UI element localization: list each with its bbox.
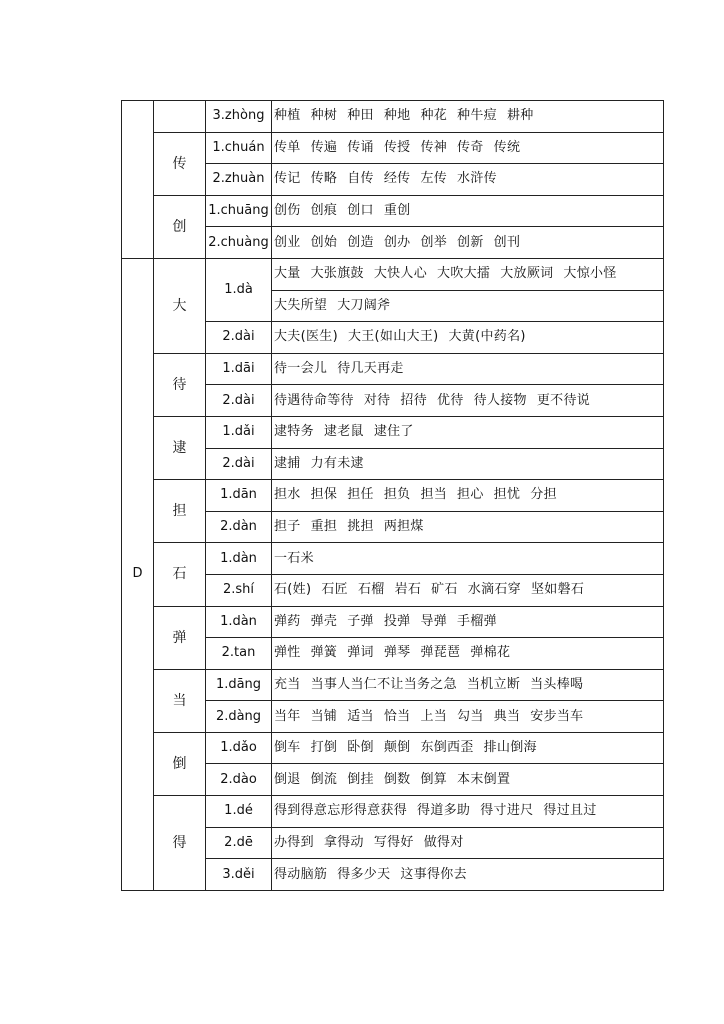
word-item: 子弹 [347, 613, 374, 629]
word-item: 大夫(医生) [274, 329, 338, 345]
character-cell: 待 [154, 353, 206, 416]
words-cell [272, 258, 664, 290]
word-item: 安步当车 [530, 708, 584, 724]
character-cell: 倒 [154, 732, 206, 795]
words-cell [272, 574, 664, 606]
word-item: 左传 [420, 171, 448, 187]
pinyin-cell: 1.dān [206, 480, 272, 512]
word-item: 种牛痘 [457, 108, 497, 124]
words-cell [272, 101, 664, 133]
word-item: 创新 [457, 234, 484, 250]
word-item: 颠倒 [383, 740, 411, 756]
word-item: 担保 [310, 487, 338, 503]
word-item: 对待 [363, 392, 391, 408]
word-item: 创伤 [274, 203, 301, 219]
word-item: 当头棒喝 [530, 676, 584, 692]
word-item: 拿得动 [323, 834, 364, 850]
word-item: 担心 [457, 487, 484, 503]
word-item: 大吹大擂 [437, 266, 491, 282]
word-item: 倒流 [310, 771, 338, 787]
polyphonic-character-table [121, 100, 664, 891]
word-item: 做得对 [423, 834, 464, 850]
word-item: 更不待说 [536, 392, 591, 408]
word-item: 倒车 [274, 740, 301, 756]
word-item: 大黄(中药名) [448, 329, 526, 345]
words-cell [272, 322, 664, 354]
word-item: 传统 [493, 139, 521, 155]
word-item: 传单 [274, 139, 301, 155]
word-item: 传授 [383, 139, 411, 155]
letter-cell [122, 101, 154, 259]
word-item: 大惊小怪 [563, 266, 617, 282]
word-item: 大王(如山大王) [347, 329, 439, 345]
word-item: 本末倒置 [457, 771, 511, 787]
word-item: 大量 [274, 266, 301, 282]
pinyin-cell: 1.dà [206, 258, 272, 321]
word-item: 矿石 [431, 582, 458, 598]
pinyin-cell: 1.dǎo [206, 732, 272, 764]
pinyin-cell: 3.děi [206, 859, 272, 891]
word-item: 投弹 [383, 613, 411, 629]
pinyin-cell: 2.chuàng [206, 227, 272, 259]
word-item: 担水 [274, 487, 301, 503]
word-item: 倒算 [420, 771, 448, 787]
word-item: 待遇待命等待 [274, 392, 354, 408]
word-item: 大刀阔斧 [337, 297, 391, 313]
character-cell: 传 [154, 132, 206, 195]
pinyin-cell: 2.dàn [206, 511, 272, 543]
word-item: 创口 [347, 203, 374, 219]
word-item: 大失所望 [274, 297, 328, 313]
word-item: 适当 [347, 708, 374, 724]
character-cell: 担 [154, 480, 206, 543]
pinyin-cell: 2.dàng [206, 701, 272, 733]
words-cell [272, 511, 664, 543]
word-item: 石榴 [357, 582, 385, 598]
words-cell [272, 416, 664, 448]
word-item: 打倒 [310, 740, 338, 756]
word-item: 倒数 [383, 771, 411, 787]
words-cell [272, 701, 664, 733]
pinyin-cell: 2.shí [206, 574, 272, 606]
word-item: 弹壳 [310, 613, 338, 629]
words-cell [272, 543, 664, 575]
words-cell [272, 606, 664, 638]
word-item: 逮住了 [373, 424, 414, 440]
character-cell: 石 [154, 543, 206, 606]
words-cell [272, 732, 664, 764]
word-item: 创业 [274, 234, 301, 250]
word-item: 待一会儿 [274, 361, 328, 377]
pinyin-cell: 2.dē [206, 827, 272, 859]
word-item: 挑担 [347, 519, 374, 535]
word-item: 传记 [274, 171, 301, 187]
character-cell: 大 [154, 258, 206, 353]
word-item: 耕种 [506, 108, 534, 124]
word-item: 传奇 [457, 139, 484, 155]
word-item: 上当 [420, 708, 448, 724]
words-cell [272, 353, 664, 385]
word-item: 当事人当仁不让当务之急 [310, 676, 457, 692]
word-item: 倒退 [274, 771, 301, 787]
word-item: 恰当 [383, 708, 411, 724]
word-item: 当机立断 [466, 676, 521, 692]
word-item: 得过且过 [543, 803, 597, 819]
words-cell [272, 290, 664, 322]
word-item: 种田 [347, 108, 374, 124]
table-row [122, 132, 664, 164]
pinyin-cell: 1.dāi [206, 353, 272, 385]
character-cell: 当 [154, 669, 206, 732]
word-item: 弹琵琶 [420, 645, 461, 661]
words-cell [272, 859, 664, 891]
word-item: 得动脑筋 [274, 866, 328, 882]
word-item: 逮捕 [274, 455, 301, 471]
pinyin-cell: 2.dào [206, 764, 272, 796]
word-item: 待几天再走 [337, 361, 404, 377]
words-cell [272, 164, 664, 196]
table-row [122, 796, 664, 828]
table-row [122, 606, 664, 638]
word-item: 倒挂 [347, 771, 374, 787]
word-item: 传神 [420, 139, 448, 155]
word-item: 排山倒海 [483, 740, 537, 756]
word-item: 勾当 [457, 708, 484, 724]
words-cell [272, 448, 664, 480]
word-item: 创造 [347, 234, 374, 250]
word-item: 东倒西歪 [420, 740, 474, 756]
word-item: 一石米 [274, 550, 314, 566]
word-item: 弹簧 [310, 645, 338, 661]
word-item: 待人接物 [473, 392, 527, 408]
word-item: 大张旗鼓 [310, 266, 364, 282]
word-item: 大放厥词 [500, 266, 554, 282]
character-cell: 得 [154, 796, 206, 891]
word-item: 坚如磐石 [530, 582, 585, 598]
pinyin-cell: 1.dǎi [206, 416, 272, 448]
word-item: 水滴石穿 [467, 582, 521, 598]
word-item: 逮老鼠 [323, 424, 364, 440]
word-item: 优待 [437, 392, 464, 408]
word-item: 卧倒 [347, 740, 374, 756]
word-item: 得寸进尺 [480, 803, 534, 819]
word-item: 石匠 [321, 582, 348, 598]
word-item: 担子 [274, 519, 301, 535]
table-row [122, 480, 664, 512]
word-item: 充当 [274, 676, 301, 692]
word-item: 种植 [274, 108, 301, 124]
words-cell [272, 764, 664, 796]
word-item: 手榴弹 [457, 613, 497, 629]
table-row [122, 101, 664, 133]
words-cell [272, 669, 664, 701]
pinyin-cell: 1.chuāng [206, 195, 272, 227]
word-item: 担忧 [493, 487, 521, 503]
pinyin-cell: 1.dàn [206, 543, 272, 575]
word-item: 逮特务 [274, 424, 314, 440]
pinyin-cell: 1.dāng [206, 669, 272, 701]
pinyin-cell: 2.dài [206, 322, 272, 354]
pinyin-cell: 2.tan [206, 638, 272, 670]
words-cell [272, 132, 664, 164]
word-item: 担当 [420, 487, 448, 503]
word-item: 传诵 [347, 139, 374, 155]
letter-cell: D [122, 258, 154, 890]
table-row [122, 195, 664, 227]
words-cell [272, 385, 664, 417]
word-item: 得道多助 [417, 803, 471, 819]
word-item: 种地 [383, 108, 411, 124]
word-item: 岩石 [394, 582, 422, 598]
word-item: 传略 [310, 171, 338, 187]
character-cell: 创 [154, 195, 206, 258]
word-item: 大快人心 [373, 266, 428, 282]
table-row [122, 669, 664, 701]
word-item: 创办 [383, 234, 411, 250]
word-item: 得到得意忘形得意获得 [274, 803, 408, 819]
word-item: 弹性 [274, 645, 301, 661]
word-item: 石(姓) [274, 582, 312, 598]
pinyin-cell: 2.dài [206, 385, 272, 417]
word-item: 弹药 [274, 613, 301, 629]
word-item: 导弹 [420, 613, 448, 629]
word-item: 创痕 [310, 203, 338, 219]
pinyin-cell: 1.chuán [206, 132, 272, 164]
word-item: 得多少天 [337, 866, 391, 882]
words-cell [272, 195, 664, 227]
words-cell [272, 796, 664, 828]
word-item: 两担煤 [383, 519, 424, 535]
words-cell [272, 480, 664, 512]
words-cell [272, 638, 664, 670]
word-item: 弹棉花 [470, 645, 511, 661]
word-item: 写得好 [373, 834, 414, 850]
word-item: 弹词 [347, 645, 374, 661]
word-item: 重创 [383, 203, 411, 219]
pinyin-cell: 2.dài [206, 448, 272, 480]
character-cell: 弹 [154, 606, 206, 669]
words-cell [272, 827, 664, 859]
word-item: 这事得你去 [400, 866, 467, 882]
table-row [122, 258, 664, 290]
word-item: 担负 [383, 487, 411, 503]
word-item: 创举 [420, 234, 448, 250]
word-item: 创刊 [493, 234, 521, 250]
character-cell: 逮 [154, 416, 206, 479]
word-item: 经传 [383, 171, 411, 187]
pinyin-cell: 2.zhuàn [206, 164, 272, 196]
table-row [122, 416, 664, 448]
words-cell [272, 227, 664, 259]
word-item: 当年 [274, 708, 301, 724]
word-item: 传遍 [310, 139, 338, 155]
table-row [122, 353, 664, 385]
table-row [122, 732, 664, 764]
word-item: 种花 [420, 108, 448, 124]
word-item: 担任 [347, 487, 374, 503]
word-item: 水浒传 [457, 171, 497, 187]
word-item: 当铺 [310, 708, 338, 724]
word-item: 办得到 [274, 834, 314, 850]
pinyin-cell: 1.dé [206, 796, 272, 828]
pinyin-cell: 1.dàn [206, 606, 272, 638]
word-item: 弹琴 [383, 645, 411, 661]
word-item: 种树 [310, 108, 338, 124]
word-item: 自传 [347, 171, 374, 187]
word-item: 力有未逮 [310, 455, 364, 471]
word-item: 创始 [310, 234, 338, 250]
word-item: 招待 [400, 392, 428, 408]
table-row [122, 543, 664, 575]
word-item: 典当 [493, 708, 521, 724]
word-item: 分担 [530, 487, 557, 503]
word-item: 重担 [310, 519, 338, 535]
pinyin-cell: 3.zhòng [206, 101, 272, 133]
character-cell [154, 101, 206, 133]
